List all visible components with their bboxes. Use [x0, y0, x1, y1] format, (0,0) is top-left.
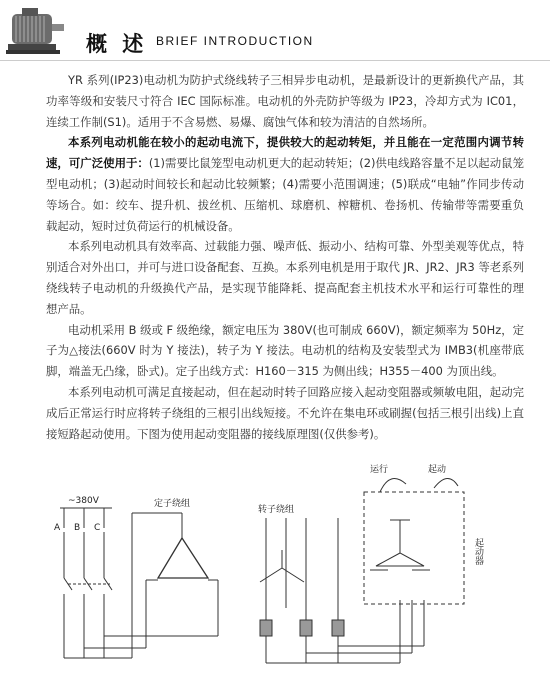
page-title: 概 述: [86, 32, 148, 56]
run-label: 运行: [370, 465, 389, 475]
paragraph-text: YR 系列(IP23)电动机为防护式绕线转子三相异步电动机，是最新设计的更新换代产品，其功率等级和安装尺寸符合 IEC 国际标准。电动机的外壳防护等级为 IP23，冷却方式为 IC01，连续工作制(S1)。适用于不含易燃、易爆、腐蚀气体和较为清洁的自然场所。: [46, 73, 524, 129]
paragraph-text: 本系列电动机具有效率高、过载能力强、噪声低、振动小、结构可靠、外型美观等优点，特别适合对外出口，并可与进口设备配套、互换。本系列电机是用于取代 JR、JR2、JR3 等老系列绕线转子电动机的升级换代产品，是实现节能降耗、提高配套主机技术水平和运行可靠性的理想产品。: [46, 239, 524, 316]
phase-b-label: B: [74, 523, 81, 533]
voltage-label: ~380V: [68, 496, 99, 506]
paragraph: [46, 132, 524, 236]
paragraph-text: 电动机采用 B 级或 F 级绝缘，额定电压为 380V(也可制成 660V)，额定频率为 50Hz，定子为△接法(660V 时为 Y 接法)，转子为 Y 接法。电动机的结构及安装型式为 IMB3(机座带底脚，端盖无凸缘，卧式)。定子出线方式：H160－315 为侧出线；H355－400 为顶出线。: [46, 322, 524, 379]
start-label: 起动: [428, 465, 447, 475]
paragraph-text: (1)需要比鼠笼型电动机更大的起动转矩；(2)供电线路容量不足以起动鼠笼型电动机；(3)起动时间较长和起动比较频繁；(4)需要小范围调速；(5)联成“电轴”作同步传动等场合。如：绞车、提升机、拔丝机、压缩机、球磨机、榨糖机、卷扬机、传输带等需要重负载起动，短时过负荷运行的机械设备。: [46, 156, 524, 233]
intro-text: [46, 70, 524, 444]
page-subtitle: BRIEF INTRODUCTION: [156, 34, 314, 48]
paragraph: [46, 382, 524, 444]
header-divider: [0, 60, 550, 61]
starter-label: 起动器: [473, 538, 483, 565]
paragraph-lead: 本系列电动机能在较小的起动电流下，提供较大的起动转矩，并且能在一定范围内调节转速，可广泛使用于：: [46, 135, 524, 171]
wiring-diagram: [50, 458, 520, 680]
paragraph-text: 本系列电动机可满足直接起动，但在起动时转子回路应接入起动变阻器或频敏电阻，起动完成后正常运行时应将转子绕组的三根引出线短接。不允许在集电环或刷握(包括三根引出线)上直接短路起动使用。下图为使用起动变阻器的接线原理图(仅供参考)。: [46, 384, 524, 441]
phase-a-label: A: [54, 523, 61, 533]
motor-icon: [6, 6, 68, 58]
page-header: [0, 0, 550, 70]
rotor-label: 转子绕组: [258, 505, 295, 515]
paragraph: [46, 320, 524, 382]
stator-label: 定子绕组: [154, 499, 191, 509]
paragraph: [46, 70, 524, 132]
phase-c-label: C: [94, 523, 101, 533]
paragraph: [46, 236, 524, 319]
